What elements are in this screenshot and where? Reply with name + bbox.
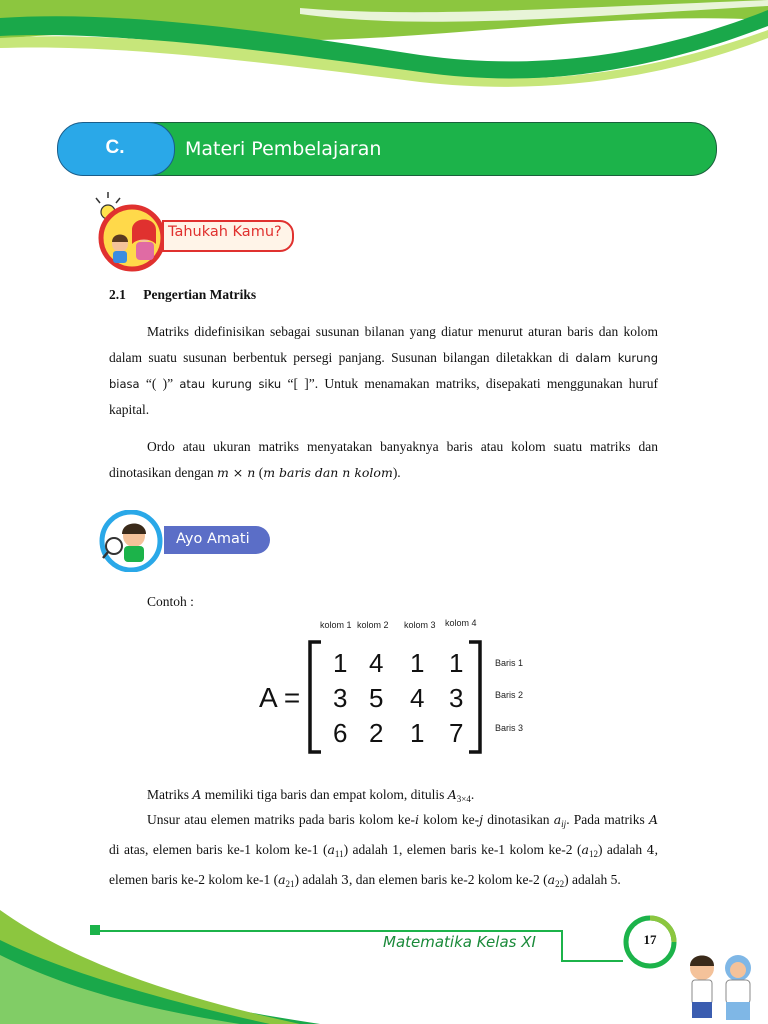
matrix-cell: 3 — [333, 683, 348, 713]
top-swoosh-decoration — [0, 0, 768, 90]
section-letter: C. — [105, 137, 125, 158]
matrix-cell: 7 — [449, 718, 464, 748]
matrix-cell: 4 — [369, 648, 384, 678]
kids-circle-illustration — [98, 204, 166, 272]
matrix-name: A = — [259, 682, 301, 713]
tahukah-kamu-badge — [90, 190, 300, 272]
matrix-cell: 4 — [410, 683, 425, 713]
footer-book-title: Matematika Kelas XI — [383, 933, 536, 951]
bottom-swoosh-decoration — [0, 900, 320, 1024]
paragraph-matrix-order: Matriks A memiliki tiga baris dan empat kolom, ditulis $A_{3\times 4}$. — [147, 787, 475, 804]
column-header-1: kolom 1 — [320, 620, 352, 630]
paragraph-elements: Unsur atau elemen matriks pada baris kolom ke-i kolom ke-j dinotasikan $a_{ij}$. Pada matriks A di atas, elemen baris ke-1 kolom ke-1 $(a_{11})$ adalah 1, elemen baris ke-1 kolom ke-2 $(a_{12})$ adalah 4, elemen baris ke-2 kolom ke-1 $(a_{21})$ adalah 3, dan elemen baris ke-2 kolom ke-2 $(a_{22})$ adalah 5. — [109, 812, 658, 889]
section-header-band — [57, 122, 717, 174]
subsection-title: Pengertian Matriks — [143, 287, 257, 302]
matrix-cell: 3 — [449, 683, 464, 713]
matrix-cell: 1 — [410, 718, 425, 748]
kid-magnifier-illustration — [98, 510, 164, 572]
footer-line-bottom — [561, 960, 623, 962]
left-bracket — [307, 640, 323, 754]
footer-line — [100, 930, 562, 932]
matrix-cell: 1 — [333, 648, 348, 678]
matrix-cell: 1 — [449, 648, 464, 678]
right-bracket — [467, 640, 483, 754]
column-header-4: kolom 4 — [445, 618, 477, 628]
paragraph-ordo: Ordo atau ukuran matriks menyatakan banyaknya baris atau kolom suatu matriks dan dinotasikan dengan m × n (m baris dan n kolom). — [109, 439, 658, 480]
matrix-cell: 6 — [333, 718, 348, 748]
example-label: Contoh : — [147, 594, 194, 609]
paragraph-definition: Matriks didefinisikan sebagai susunan bilanan yang diatur menurut aturan baris dan kolom dalam suatu susunan berbentuk persegi panjang. Susunan bilangan diletakkan di dalam kurung biasa “( )” atau kurung siku “[ ]”. Untuk menamakan matriks, disepakati menggunakan huruf kapital. — [109, 324, 659, 417]
footer-bullet — [90, 925, 100, 935]
page-number: 17 — [643, 932, 657, 947]
column-header-3: kolom 3 — [404, 620, 436, 630]
row-label-2: Baris 2 — [495, 690, 524, 700]
column-header-2: kolom 2 — [357, 620, 389, 630]
matrix-cell: 5 — [369, 683, 384, 713]
matrix-example — [255, 614, 545, 756]
subsection-number: 2.1 — [109, 287, 126, 302]
footer-line-drop — [561, 930, 563, 961]
ayo-amati-label: Ayo Amati — [176, 531, 250, 547]
row-label-1: Baris 1 — [495, 658, 524, 668]
section-title: Materi Pembelajaran — [185, 138, 382, 160]
matrix-cell: 1 — [410, 648, 425, 678]
students-mascot-illustration — [680, 952, 768, 1024]
subsection-heading — [109, 287, 256, 303]
ayo-amati-badge — [98, 510, 278, 572]
tahukah-label: Tahukah Kamu? — [168, 224, 282, 240]
matrix-cell: 2 — [369, 718, 384, 748]
row-label-3: Baris 3 — [495, 723, 524, 733]
